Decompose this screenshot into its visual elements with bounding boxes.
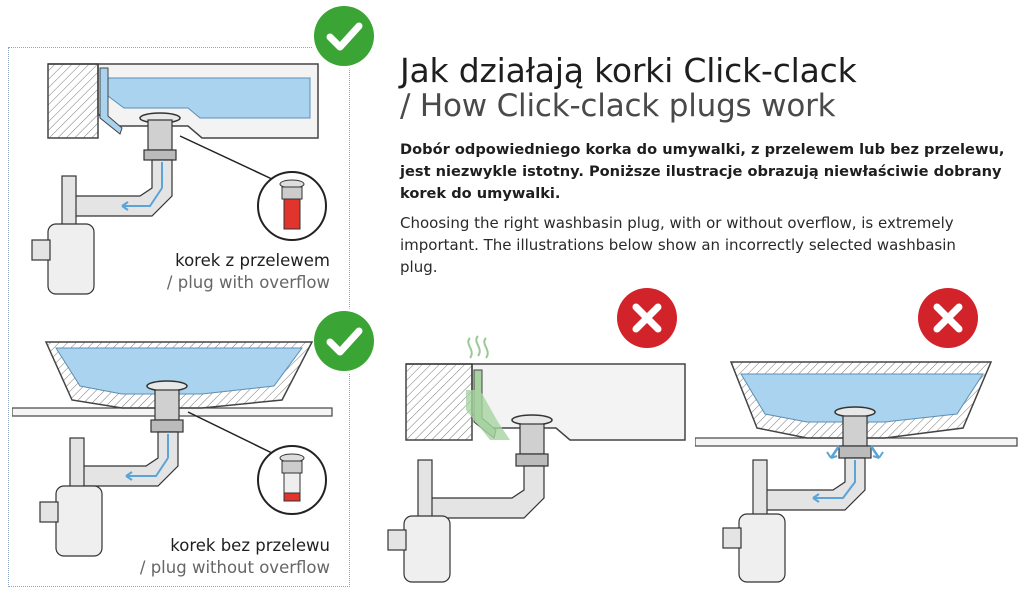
diagram-incorrect-overflow-basin	[380, 330, 695, 588]
diagram-incorrect-countertop-basin	[695, 350, 1020, 588]
caption-plug-without-overflow	[140, 535, 330, 579]
intro-text-english: Choosing the right washbasin plug, with or without overflow, is extremely important. The illustrations below show an incorrectly selected washbasin plug.	[400, 214, 956, 276]
cross-icon	[914, 284, 982, 352]
caption-plug-with-overflow	[167, 250, 330, 294]
diagram-plug-without-overflow	[12, 330, 342, 560]
title-polish: Jak działają korki Click-clack	[400, 51, 857, 90]
caption-english: / plug without overflow	[139, 558, 330, 577]
title-english: / How Click-clack plugs work	[400, 88, 836, 124]
caption-polish: korek bez przelewu	[170, 536, 330, 555]
caption-english: / plug with overflow	[166, 273, 330, 292]
intro-text-polish: Dobór odpowiedniego korka do umywalki, z przelewem lub bez przelewu, jest niezwykle istotny. Poniższe ilustracje obrazują niewłaściwie dobrany korek do umywalki.	[400, 141, 1005, 202]
caption-polish: korek z przelewem	[175, 251, 330, 270]
